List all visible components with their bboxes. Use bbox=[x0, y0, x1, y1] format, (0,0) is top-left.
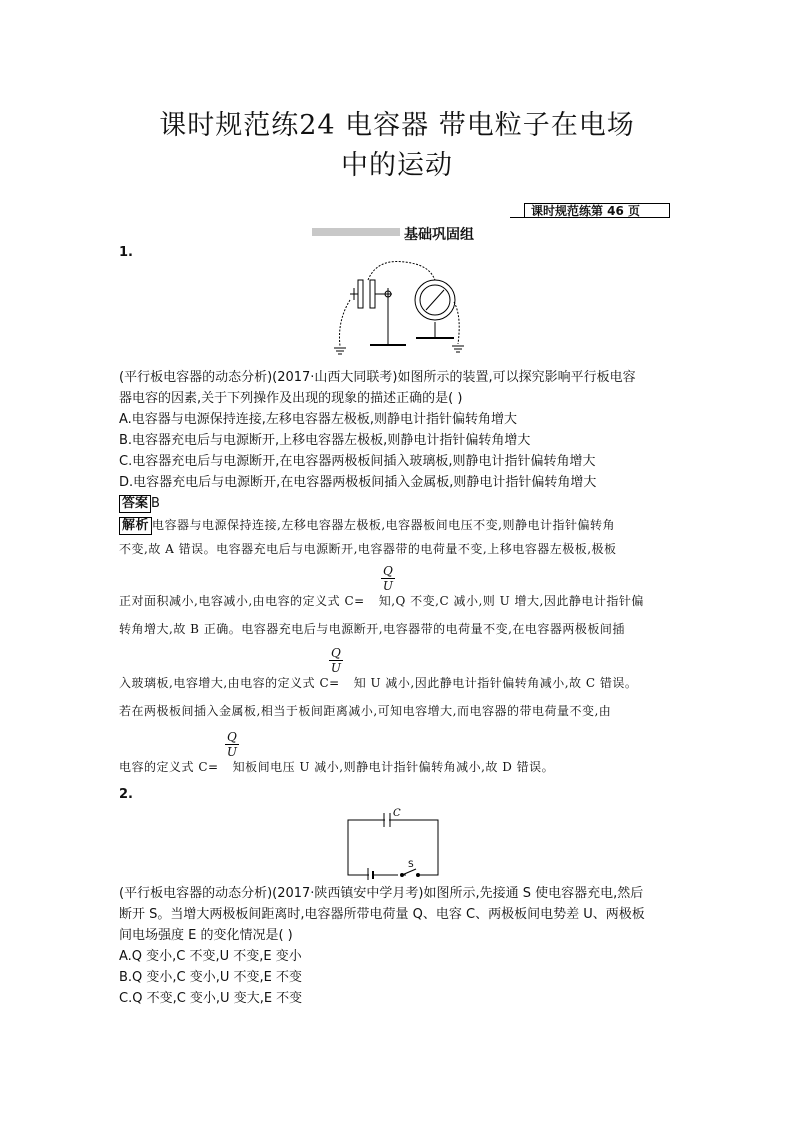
analysis-line6: 若在两极板间插入金属板,相当于板间距离减小,可知电容增大,而电容器的带电荷量不变,由 bbox=[119, 704, 612, 718]
question-1-number: 1. bbox=[119, 245, 133, 260]
circuit-figure bbox=[340, 805, 450, 880]
electroscope-figure bbox=[330, 258, 470, 358]
analysis-tag: 解析 bbox=[119, 517, 152, 535]
question-2-option-b: B.Q 变小,C 变小,U 不变,E 不变 bbox=[119, 970, 303, 985]
section-label: 基础巩固组 bbox=[404, 227, 474, 243]
question-1-stem-line1: (平行板电容器的动态分析)(2017·山西大同联考)如图所示的装置,可以探究影响平行板电容 bbox=[119, 370, 636, 385]
page-title-line2: 中的运动 bbox=[341, 150, 453, 181]
page-title-line1: 课时规范练24 电容器 带电粒子在电场 bbox=[159, 110, 635, 141]
fraction-q-over-u-3: $\frac{Q}{U}$ bbox=[226, 730, 237, 759]
question-2-stem-line1: (平行板电容器的动态分析)(2017·陕西镇安中学月考)如图所示,先接通 S 使电容器充电,然后 bbox=[119, 886, 644, 901]
page-reference bbox=[510, 203, 672, 219]
fraction-q-over-u-1: $\frac{Q}{U}$ bbox=[382, 564, 393, 593]
question-1-answer-row bbox=[119, 493, 160, 514]
analysis-line1: 解析 电容器与电源保持连接,左移电容器左极板,电容器板间电压不变,则静电计指针偏转角 bbox=[119, 516, 615, 535]
answer-value: B bbox=[151, 496, 160, 511]
question-1-option-a: A.电容器与电源保持连接,左移电容器左极板,则静电计指针偏转角增大 bbox=[119, 412, 518, 427]
question-1-stem-line2: 器电容的因素,关于下列操作及出现的现象的描述正确的是( ) bbox=[119, 391, 463, 406]
section-header bbox=[312, 224, 562, 243]
question-1-option-b: B.电容器充电后与电源断开,上移电容器左极板,则静电计指针偏转角增大 bbox=[119, 433, 531, 448]
switch-label: S bbox=[408, 860, 414, 870]
capacitor-label: C bbox=[393, 808, 401, 819]
analysis-line7: 电容的定义式 C= 知板间电压 U 减小,则静电计指针偏转角减小,故 D 错误。 bbox=[119, 760, 555, 774]
question-2-option-a: A.Q 变小,C 不变,U 不变,E 变小 bbox=[119, 949, 302, 964]
analysis-line4: 转角增大,故 B 正确。电容器充电后与电源断开,电容器带的电荷量不变,在电容器两极板间插 bbox=[119, 622, 625, 636]
analysis-line5: 入玻璃板,电容增大,由电容的定义式 C= 知 U 减小,因此静电计指针偏转角减小,故 C 错误。 bbox=[119, 676, 638, 690]
question-2-stem-line2: 断开 S。当增大两极板间距离时,电容器所带电荷量 Q、电容 C、两极板间电势差 U、两极板 bbox=[119, 907, 645, 922]
question-1-option-c: C.电容器充电后与电源断开,在电容器两极板间插入玻璃板,则静电计指针偏转角增大 bbox=[119, 454, 596, 469]
fraction-q-over-u-2: $\frac{Q}{U}$ bbox=[330, 646, 341, 675]
page-reference-label: 课时规范练第 46 页 bbox=[524, 203, 670, 218]
analysis-line3: 正对面积减小,电容减小,由电容的定义式 C= 知,Q 不变,C 减小,则 U 增大,因此静电计指针偏 bbox=[119, 594, 644, 608]
question-2-number: 2. bbox=[119, 787, 133, 802]
question-1-option-d: D.电容器充电后与电源断开,在电容器两极板间插入金属板,则静电计指针偏转角增大 bbox=[119, 475, 597, 490]
question-2-option-c: C.Q 不变,C 变小,U 变大,E 不变 bbox=[119, 991, 303, 1006]
analysis-line2: 不变,故 A 错误。电容器充电后与电源断开,电容器带的电荷量不变,上移电容器左极板,极板 bbox=[119, 542, 617, 556]
answer-tag: 答案 bbox=[119, 495, 151, 513]
question-2-stem-line3: 间电场强度 E 的变化情况是( ) bbox=[119, 928, 293, 943]
